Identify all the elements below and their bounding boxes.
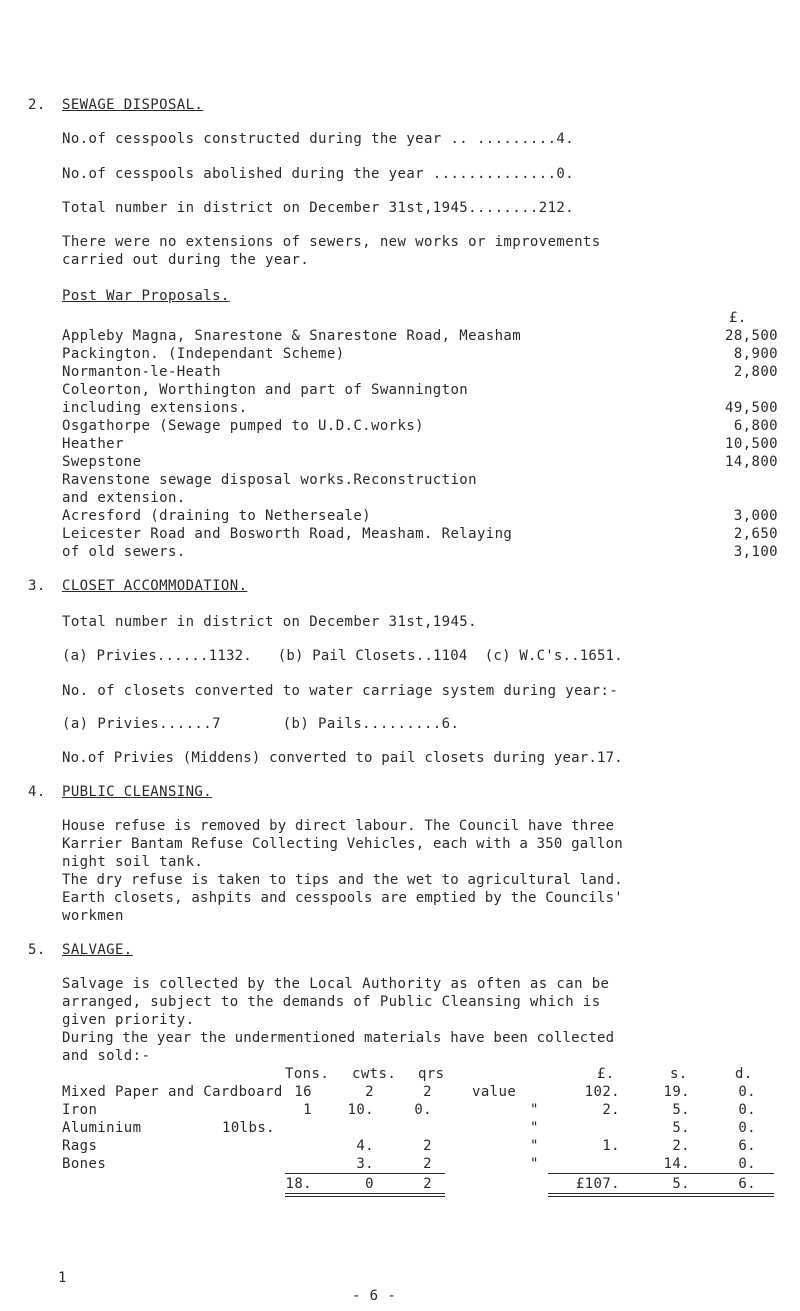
col-header-shillings: s. [670, 1066, 688, 1082]
salvage-line: given priority. [62, 1012, 195, 1028]
col-header-pounds: £. [597, 1066, 615, 1082]
salvage-pounds: 2. [602, 1102, 620, 1118]
closet-line: No.of Privies (Middens) converted to pail closets during year.17. [62, 750, 623, 766]
proposal-text: Swepstone [62, 454, 142, 470]
salvage-cwts: 3. [356, 1156, 374, 1172]
salvage-total-pounds: £107. [575, 1176, 620, 1192]
section-2-title: SEWAGE DISPOSAL. [62, 97, 204, 113]
section-5-number: 5. [28, 942, 46, 958]
salvage-total-pence: 6. [738, 1176, 756, 1192]
currency-header: £. [729, 310, 747, 326]
salvage-weight-extra: 10lbs. [222, 1120, 275, 1136]
sewage-line: No.of cesspools abolished during the year ..............0. [62, 166, 575, 182]
proposal-text: including extensions. [62, 400, 248, 416]
proposal-text: and extension. [62, 490, 186, 506]
quantity-total-rule [285, 1193, 445, 1194]
proposals-title: Post War Proposals. [62, 288, 230, 304]
closet-line: Total number in district on December 31st,1945. [62, 614, 477, 630]
col-header-cwts: cwts. [352, 1066, 397, 1082]
salvage-tons: 1 [303, 1102, 312, 1118]
proposal-text: Coleorton, Worthington and part of Swannington [62, 382, 469, 398]
cleansing-line: The dry refuse is taken to tips and the wet to agricultural land. [62, 872, 623, 888]
cleansing-line: Karrier Bantam Refuse Collecting Vehicles, each with a 350 gallon [62, 836, 623, 852]
value-total-rule [548, 1196, 774, 1197]
salvage-value-label: value [472, 1084, 517, 1100]
proposal-text: Packington. (Independant Scheme) [62, 346, 345, 362]
proposal-amount: 14,800 [725, 454, 778, 470]
salvage-shillings: 14. [663, 1156, 690, 1172]
salvage-cwts: 4. [356, 1138, 374, 1154]
proposal-amount: 3,100 [733, 544, 778, 560]
salvage-value-label: " [530, 1102, 539, 1118]
proposal-amount: 49,500 [725, 400, 778, 416]
proposal-text: Leicester Road and Bosworth Road, Measham. Relaying [62, 526, 513, 542]
salvage-pounds: 1. [602, 1138, 620, 1154]
salvage-pence: 0. [738, 1084, 756, 1100]
salvage-material: Iron [62, 1102, 98, 1118]
salvage-shillings: 5. [672, 1102, 690, 1118]
salvage-line: and sold:- [62, 1048, 151, 1064]
section-4-number: 4. [28, 784, 46, 800]
cleansing-line: Earth closets, ashpits and cesspools are emptied by the Councils' [62, 890, 623, 906]
section-2-number: 2. [28, 97, 46, 113]
salvage-tons: 16 [294, 1084, 312, 1100]
cleansing-line: night soil tank. [62, 854, 204, 870]
quantity-subtotal-rule [285, 1173, 445, 1174]
salvage-shillings: 5. [672, 1120, 690, 1136]
section-3-title: CLOSET ACCOMMODATION. [62, 578, 248, 594]
salvage-line: Salvage is collected by the Local Authority as often as can be [62, 976, 610, 992]
section-5-title: SALVAGE. [62, 942, 133, 958]
cleansing-line: workmen [62, 908, 124, 924]
proposal-text: Osgathorpe (Sewage pumped to U.D.C.works) [62, 418, 424, 434]
salvage-qrs: 2 [423, 1084, 432, 1100]
salvage-cwts: 10. [347, 1102, 374, 1118]
salvage-total-shillings: 5. [672, 1176, 690, 1192]
sewage-note: There were no extensions of sewers, new works or improvements [62, 234, 601, 250]
salvage-shillings: 2. [672, 1138, 690, 1154]
salvage-material: Mixed Paper and Cardboard [62, 1084, 283, 1100]
proposal-amount: 2,800 [733, 364, 778, 380]
margin-mark: 1 [58, 1270, 67, 1286]
section-4-title: PUBLIC CLEANSING. [62, 784, 213, 800]
salvage-shillings: 19. [663, 1084, 690, 1100]
salvage-line: arranged, subject to the demands of Public Cleansing which is [62, 994, 601, 1010]
proposal-amount: 2,650 [733, 526, 778, 542]
closet-line: No. of closets converted to water carriage system during year:- [62, 683, 619, 699]
proposal-amount: 28,500 [725, 328, 778, 344]
proposal-text: Ravenstone sewage disposal works.Reconstruction [62, 472, 477, 488]
value-total-rule [548, 1193, 774, 1194]
col-header-pence: d. [735, 1066, 753, 1082]
proposal-amount: 6,800 [733, 418, 778, 434]
salvage-material: Aluminium [62, 1120, 142, 1136]
page-number: - 6 - [352, 1288, 397, 1304]
proposal-text: of old sewers. [62, 544, 186, 560]
proposal-text: Acresford (draining to Netherseale) [62, 508, 372, 524]
salvage-material: Rags [62, 1138, 98, 1154]
salvage-value-label: " [530, 1156, 539, 1172]
proposal-text: Appleby Magna, Snarestone & Snarestone Road, Measham [62, 328, 522, 344]
proposal-text: Normanton-le-Heath [62, 364, 221, 380]
proposal-text: Heather [62, 436, 124, 452]
salvage-qrs: 2 [423, 1156, 432, 1172]
salvage-pence: 6. [738, 1138, 756, 1154]
salvage-pence: 0. [738, 1102, 756, 1118]
salvage-qrs: 2 [423, 1138, 432, 1154]
salvage-cwts: 2 [365, 1084, 374, 1100]
col-header-tons: Tons. [285, 1066, 330, 1082]
proposal-amount: 3,000 [733, 508, 778, 524]
salvage-total-cwts: 0 [365, 1176, 374, 1192]
salvage-total-qrs: 2 [423, 1176, 432, 1192]
proposal-amount: 10,500 [725, 436, 778, 452]
sewage-note: carried out during the year. [62, 252, 310, 268]
quantity-total-rule [285, 1196, 445, 1197]
closet-line: (a) Privies......7 (b) Pails.........6. [62, 716, 460, 732]
sewage-line: No.of cesspools constructed during the year .. .........4. [62, 131, 575, 147]
col-header-qrs: qrs [418, 1066, 445, 1082]
sewage-line: Total number in district on December 31st,1945........212. [62, 200, 575, 216]
salvage-value-label: " [530, 1138, 539, 1154]
value-subtotal-rule [548, 1173, 774, 1174]
salvage-pounds: 102. [584, 1084, 620, 1100]
salvage-total-tons: 18. [285, 1176, 312, 1192]
section-3-number: 3. [28, 578, 46, 594]
proposal-amount: 8,900 [733, 346, 778, 362]
closet-line: (a) Privies......1132. (b) Pail Closets..1104 (c) W.C's..1651. [62, 648, 623, 664]
salvage-qrs: 0. [414, 1102, 432, 1118]
cleansing-line: House refuse is removed by direct labour. The Council have three [62, 818, 615, 834]
salvage-pence: 0. [738, 1120, 756, 1136]
salvage-pence: 0. [738, 1156, 756, 1172]
salvage-line: During the year the undermentioned materials have been collected [62, 1030, 615, 1046]
salvage-material: Bones [62, 1156, 107, 1172]
salvage-value-label: " [530, 1120, 539, 1136]
